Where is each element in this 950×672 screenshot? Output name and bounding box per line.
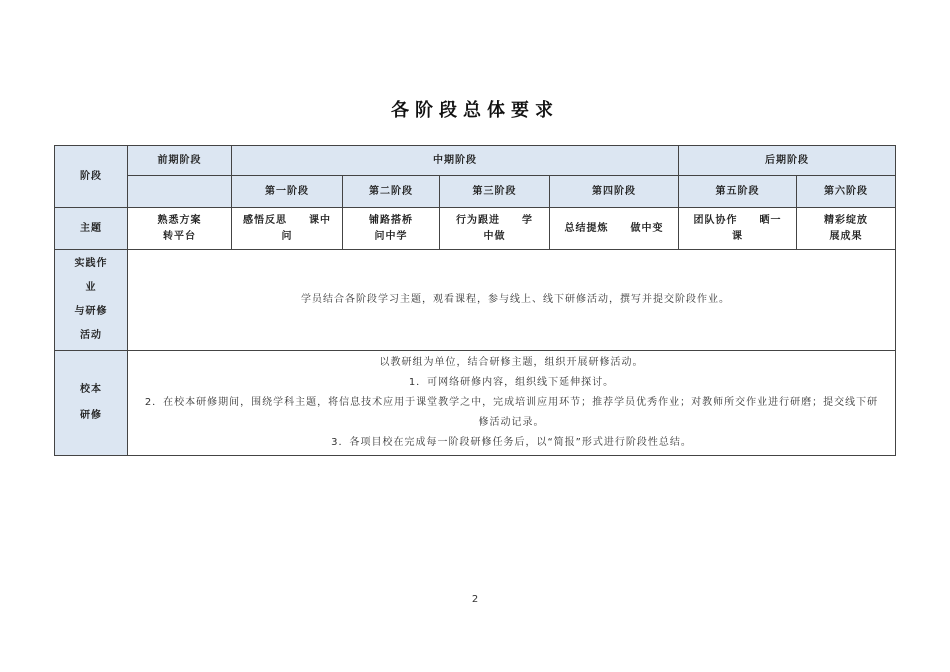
school-line: 2．在校本研修期间，围绕学科主题，将信息技术应用于课堂教学之中，完成培训应用环节；推荐学员优秀作业；对教师所交作业进行研磨；提交线下研修活动记录。 — [144, 397, 879, 428]
phase-1: 第一阶段 — [232, 176, 343, 208]
school-line: 1．可网络研修内容，组织线下延伸探讨。 — [408, 377, 615, 388]
phase-3: 第三阶段 — [440, 176, 550, 208]
page-number: 2 — [471, 594, 479, 605]
school-label: 校本 研修 — [55, 351, 128, 456]
theme-cell: 感悟反思 课中 问 — [232, 208, 343, 250]
requirements-table — [54, 145, 896, 456]
theme-cell: 团队协作 晒一 课 — [679, 208, 797, 250]
theme-cell: 熟悉方案 转平台 — [128, 208, 232, 250]
group-late: 后期阶段 — [679, 146, 896, 176]
school-text — [128, 351, 896, 456]
school-line: 3．各项目校在完成每一阶段研修任务后，以“简报”形式进行阶段性总结。 — [331, 437, 692, 448]
theme-label: 主题 — [55, 208, 128, 250]
group-early: 前期阶段 — [128, 146, 232, 176]
practice-label: 实践作 业 与研修 活动 — [55, 250, 128, 351]
phase-4: 第四阶段 — [550, 176, 679, 208]
stage-label: 阶段 — [55, 146, 128, 208]
phase-6: 第六阶段 — [797, 176, 896, 208]
theme-cell: 精彩绽放 展成果 — [797, 208, 896, 250]
theme-cell: 铺路搭桥 问中学 — [343, 208, 440, 250]
group-middle: 中期阶段 — [232, 146, 679, 176]
phase-5: 第五阶段 — [679, 176, 797, 208]
page-title: 各阶段总体要求 — [391, 100, 559, 121]
theme-cell: 行为跟进 学 中做 — [440, 208, 550, 250]
school-line: 以教研组为单位，结合研修主题，组织开展研修活动。 — [379, 357, 644, 368]
phase-empty-cell — [128, 176, 232, 208]
theme-cell: 总结提炼 做中变 — [550, 208, 679, 250]
practice-text: 学员结合各阶段学习主题，观看课程，参与线上、线下研修活动，撰写并提交阶段作业。 — [128, 250, 896, 351]
phase-2: 第二阶段 — [343, 176, 440, 208]
